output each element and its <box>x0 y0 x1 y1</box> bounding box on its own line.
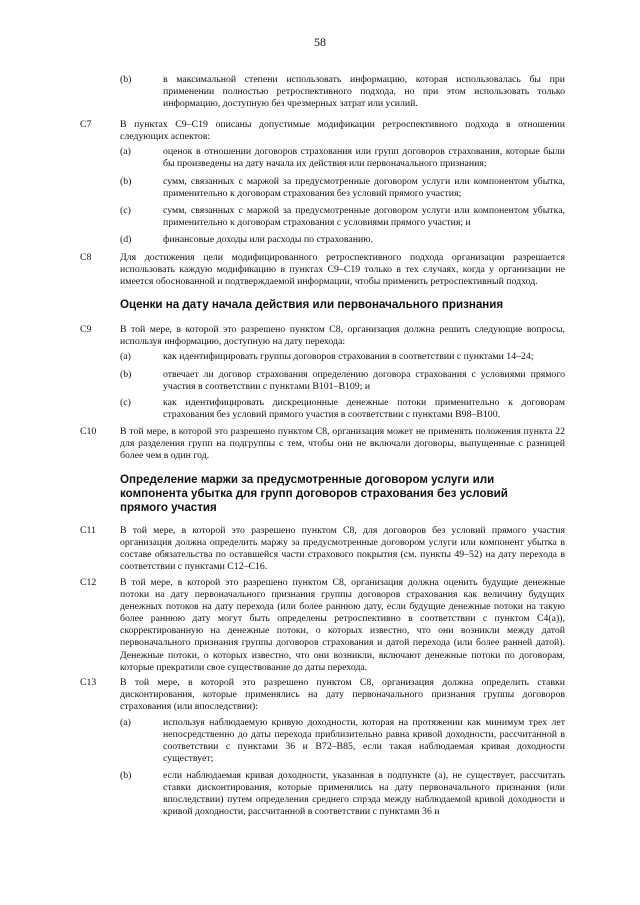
paragraph-c9: В той мере, в которой это разрешено пунктом C8, организация должна решить следующие вопросы, используя информацию, доступную на дату перехода: <box>120 324 565 348</box>
item-label: (c) <box>120 205 131 216</box>
paragraph-label-c11: C11 <box>80 525 96 536</box>
paragraph-label-c8: C8 <box>80 252 92 263</box>
paragraph-c12: В той мере, в которой это разрешено пунктом C8, организация должна оценить будущие денежные потоки на дату первоначального признания группы договоров страхования как величину будущих денежных потоков на дату перехода (или более раннюю дату, если будущие денежные потоки на такую более раннюю дату могут быть определены ретроспективно в соответствии с пунктом C4(a)), скорректированную на денежные потоки, о которых известно, что они возникли между датой первоначального признания группы договоров страхования и датой перехода (или более ранней датой). Денежные потоки, о которых известно, что они возникли, включают денежные потоки по договорам, которые прекратили свое существование до даты перехода. <box>120 577 565 673</box>
item-label: (a) <box>120 351 131 362</box>
paragraph-label-c13: C13 <box>80 677 97 688</box>
item-label: (a) <box>120 717 131 728</box>
item-text: как идентифицировать дискреционные денежные потоки применительно к договорам страхования без условий прямого участия в соответствии с пунктами B98–B100. <box>163 397 565 421</box>
item-text: сумм, связанных с маржой за предусмотренные договором услуги или компонентом убытка, применительно к договорам страхования с условиями прямого участия; и <box>163 205 565 229</box>
item-text: используя наблюдаемую кривую доходности, которая на протяжении как минимум трех лет непосредственно до даты перехода приблизительно равна кривой доходности, рассчитанной в соответствии с пунктами 36 и B72–B85, если такая наблюдаемая кривая доходности существует; <box>163 717 565 765</box>
item-text: сумм, связанных с маржой за предусмотренные договором услуги или компонентом убытка, применительно к договорам страхования без условий прямого участия; <box>163 176 565 200</box>
item-text: отвечает ли договор страхования определению договора страхования с условиями прямого участия в соответствии с пунктами B101–B109; и <box>163 369 565 393</box>
paragraph-label-c7: C7 <box>80 119 92 130</box>
item-text: если наблюдаемая кривая доходности, указанная в подпункте (a), не существует, рассчитать ставки дисконтирования, которые применялись на дату первоначального признания (или впоследствии) путем определения среднего спрэда между наблюдаемой кривой доходности и кривой доходности, рассчитанной в соответствии с пунктами 36 и <box>163 770 565 818</box>
item-label: (b) <box>120 369 132 380</box>
item-text: финансовые доходы или расходы по страхованию. <box>163 234 374 245</box>
item-label: (b) <box>120 74 132 85</box>
item-label: (c) <box>120 397 131 408</box>
item-label: (b) <box>120 176 132 187</box>
paragraph-c11: В той мере, в которой это разрешено пунктом C8, для договоров без условий прямого участия организация должна определить маржу за предусмотренные договором услуги или компонент убытка в составе обязательства по оставшейся части страхового покрытия (см. пункты 49–52) на дату перехода в соответствии с пунктами C12–C16. <box>120 525 565 573</box>
section-heading: Оценки на дату начала действия или первоначального признания <box>120 298 504 311</box>
item-text: оценок в отношении договоров страхования или групп договоров страхования, которые были бы произведены на дату начала их действия или первоначального признания; <box>163 146 565 170</box>
paragraph-c13: В той мере, в которой это разрешено пунктом C8, организация должна определить ставки дисконтирования, которые применялись на дату первоначального признания группы договоров страхования (или впоследствии): <box>120 677 565 713</box>
paragraph-label-c9: C9 <box>80 324 92 335</box>
paragraph-c7: В пунктах C9–C19 описаны допустимые модификации ретроспективного подхода в отношении следующих аспектов: <box>120 119 565 143</box>
paragraph-label-c10: C10 <box>80 426 97 437</box>
paragraph-c10: В той мере, в которой это разрешено пунктом C8, организация может не применять положения пункта 22 для разделения групп на подгруппы с тем, чтобы они не включали договоры, выпущенные с разницей более чем в один год. <box>120 426 565 462</box>
item-text: как идентифицировать группы договоров страхования в соответствии с пунктами 14–24; <box>163 351 534 362</box>
item-label: (a) <box>120 146 131 157</box>
section-heading: Определение маржи за предусмотренные договором услуги или компонента убытка для групп договоров страхования без условий прямого участия <box>120 473 508 514</box>
item-text: в максимальной степени использовать информацию, которая использовалась бы при применении полностью ретроспективного подхода, но при этом использовать только информацию, доступную без чрезмерных затрат или усилий. <box>163 74 565 110</box>
page-number: 58 <box>314 35 326 49</box>
paragraph-label-c12: C12 <box>80 577 97 588</box>
paragraph-c8: Для достижения цели модифицированного ретроспективного подхода организации разрешается использовать каждую модификацию в пунктах C9–C19 только в тех случаях, когда у организации не имеется обоснованной и подтверждаемой информации, чтобы применить ретроспективный подход. <box>120 252 565 288</box>
item-label: (b) <box>120 770 132 781</box>
item-label: (d) <box>120 234 132 245</box>
